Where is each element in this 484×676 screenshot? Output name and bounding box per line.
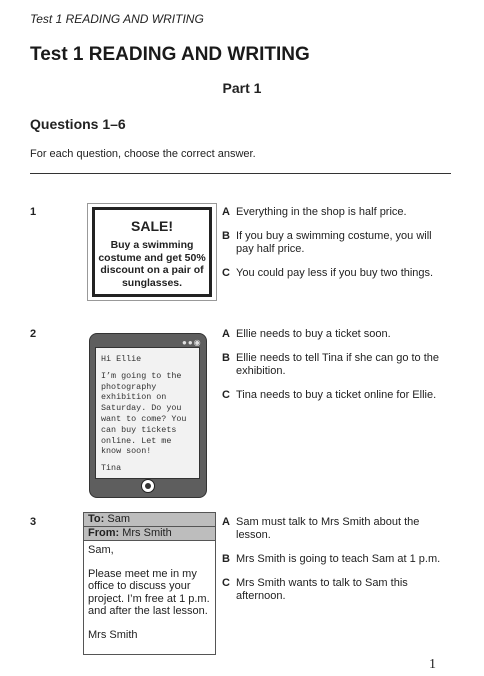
sale-notice	[92, 207, 212, 297]
notice-body: Buy a swimming costume and get 50% discount on a pair of sunglasses.	[98, 239, 206, 289]
option-2a[interactable]	[222, 328, 452, 341]
option-letter: C	[222, 267, 230, 279]
instruction: For each question, choose the correct answer.	[30, 148, 256, 160]
home-button-icon	[141, 479, 155, 493]
memo-from-row	[84, 527, 215, 541]
question-1-options	[222, 206, 452, 291]
option-text: Sam must talk to Mrs Smith about the lesson.	[236, 516, 420, 541]
option-text: Ellie needs to tell Tina if she can go to the exhibition.	[236, 352, 440, 377]
option-letter: B	[222, 230, 230, 242]
test-title: Test 1 READING AND WRITING	[30, 44, 310, 65]
question-number-1: 1	[30, 206, 37, 218]
memo-from: Mrs Smith	[122, 527, 172, 539]
question-number-2: 2	[30, 328, 37, 340]
option-text: Mrs Smith wants to talk to Sam this afternoon.	[236, 577, 408, 602]
option-3a[interactable]	[222, 516, 452, 542]
option-text: Tina needs to buy a ticket online for Ellie.	[236, 389, 437, 401]
option-1c[interactable]	[222, 267, 452, 280]
camera-icon: ●●◉	[182, 338, 202, 347]
divider	[30, 173, 451, 174]
option-letter: A	[222, 328, 230, 340]
notice-heading: SALE!	[131, 218, 173, 234]
option-letter: C	[222, 577, 230, 589]
page-number: 1	[429, 657, 436, 672]
message-greeting: Hi Ellie	[101, 354, 142, 364]
memo-signature: Mrs Smith	[88, 628, 138, 641]
text-message	[96, 348, 199, 486]
option-1b[interactable]	[222, 230, 452, 256]
memo-from-label: From:	[88, 527, 120, 539]
option-2b[interactable]	[222, 352, 452, 378]
message-body: I’m going to the photography exhibition on Saturday. Do you want to come? You can buy tickets online. Let me know soon!	[101, 370, 187, 457]
option-text: Ellie needs to buy a ticket soon.	[236, 328, 391, 340]
phone-screen	[95, 347, 200, 479]
memo-greeting: Sam,	[88, 544, 114, 556]
option-letter: C	[222, 389, 230, 401]
running-head: Test 1 READING AND WRITING	[30, 12, 204, 26]
option-text: If you buy a swimming costume, you will pay half price.	[236, 230, 432, 255]
memo-text: Please meet me in my office to discuss your project. I’m free at 1 p.m. and after the last lesson.	[88, 567, 210, 617]
option-letter: A	[222, 206, 230, 218]
question-3-options	[222, 516, 452, 614]
questions-heading: Questions 1–6	[30, 116, 126, 132]
option-1a[interactable]	[222, 206, 452, 219]
memo-note	[83, 512, 216, 655]
option-text: Everything in the shop is half price.	[236, 206, 407, 218]
option-3b[interactable]	[222, 553, 452, 566]
option-letter: B	[222, 352, 230, 364]
option-text: Mrs Smith is going to teach Sam at 1 p.m.	[236, 553, 441, 565]
memo-to-label: To:	[88, 513, 105, 525]
memo-to: Sam	[107, 513, 130, 525]
part-title: Part 1	[222, 80, 262, 96]
question-2-options	[222, 328, 452, 413]
option-2c[interactable]	[222, 389, 452, 402]
option-letter: B	[222, 553, 230, 565]
message-signature: Tina	[101, 463, 122, 474]
memo-body	[84, 541, 215, 655]
option-3c[interactable]	[222, 577, 452, 603]
option-letter: A	[222, 516, 230, 528]
memo-to-row	[84, 513, 215, 527]
option-text: You could pay less if you buy two things.	[236, 267, 434, 279]
question-number-3: 3	[30, 516, 37, 528]
